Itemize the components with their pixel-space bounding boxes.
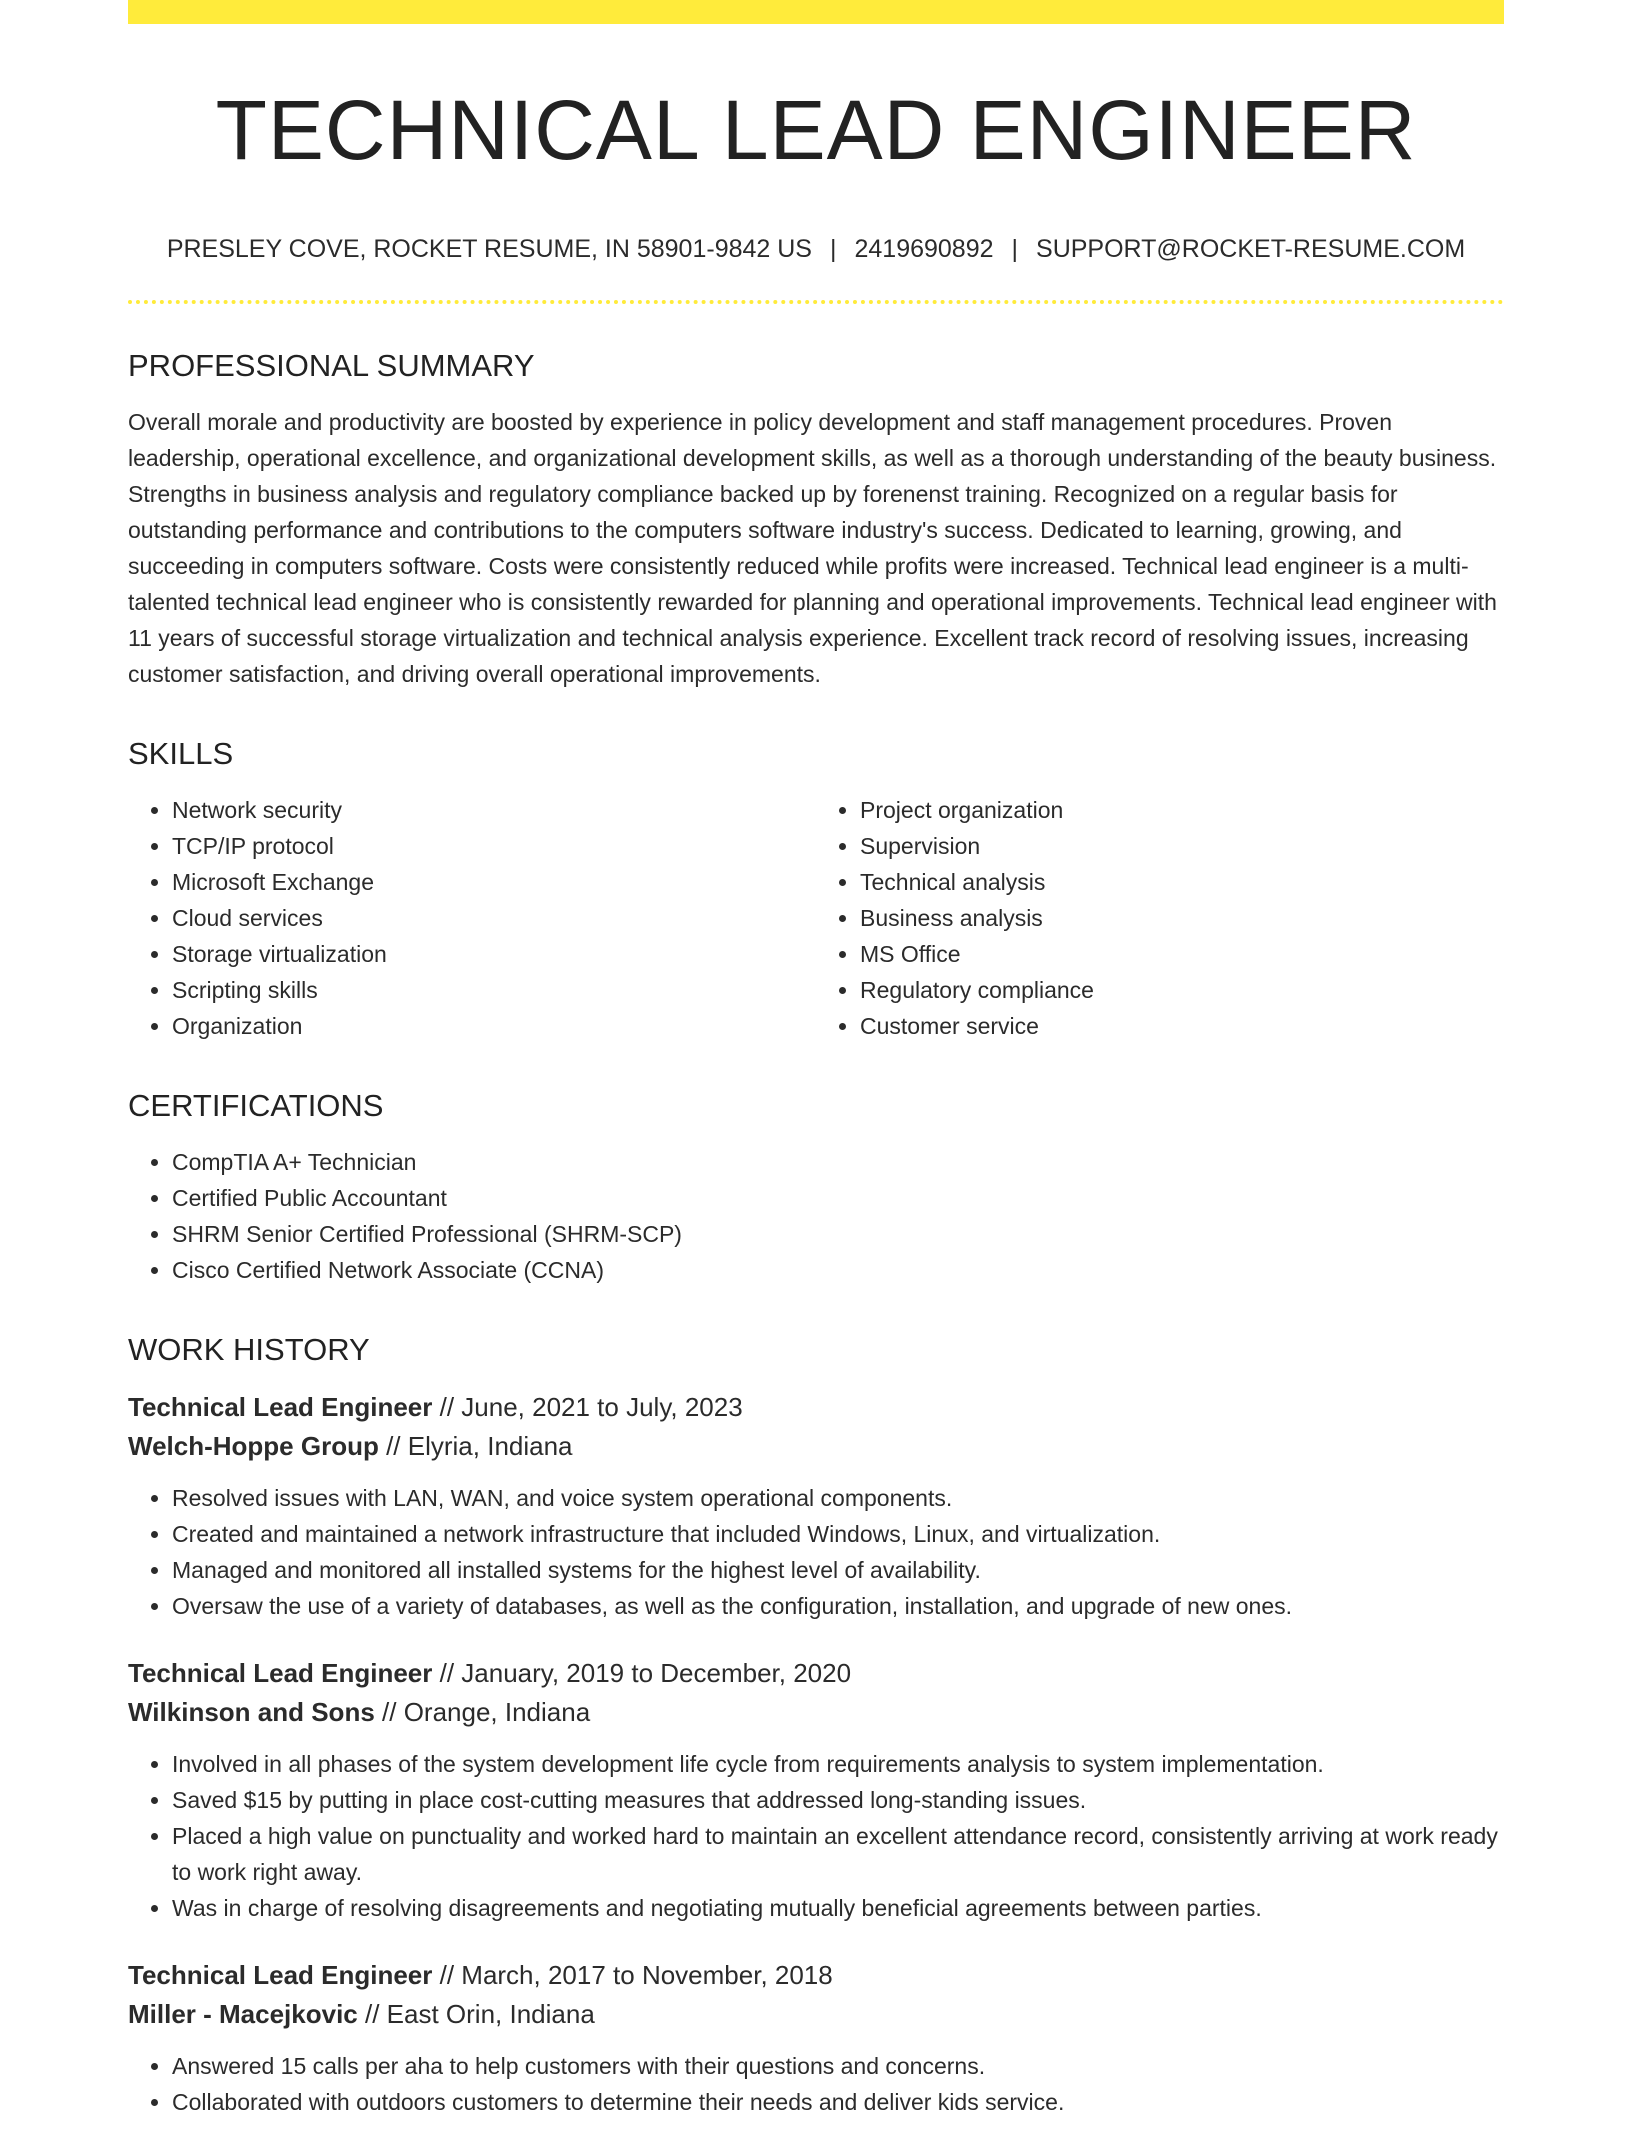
- certification-item: • SHRM Senior Certified Professional (SHRM-SCP): [172, 1216, 1504, 1252]
- job-company: Miller - Macejkovic: [128, 1999, 358, 2030]
- job-company-line: [128, 1693, 1504, 1732]
- job-bullet: • Managed and monitored all installed systems for the highest level of availability.: [172, 1552, 1504, 1588]
- skills-heading: SKILLS: [128, 736, 234, 772]
- skill-item: • Cloud services: [172, 900, 816, 936]
- job-role: Technical Lead Engineer: [128, 1392, 433, 1423]
- job-role-line: [128, 1956, 1504, 1995]
- job-location: // Elyria, Indiana: [378, 1431, 573, 1462]
- contact-phone: 2419690892: [854, 235, 994, 264]
- skill-item: • Technical analysis: [860, 864, 1504, 900]
- contact-line: [128, 234, 1504, 264]
- job-bullets: [128, 1480, 1504, 1624]
- job-entry: [128, 1388, 1504, 1624]
- job-entry: [128, 1654, 1504, 1926]
- skill-item: • TCP/IP protocol: [172, 828, 816, 864]
- certification-item: • CompTIA A+ Technician: [172, 1144, 1504, 1180]
- job-dates: // March, 2017 to November, 2018: [432, 1960, 833, 1991]
- job-bullet: • Oversaw the use of a variety of databases, as well as the configuration, installation, and upgrade of new ones.: [172, 1588, 1504, 1624]
- accent-top-bar: [128, 0, 1504, 24]
- contact-separator: |: [829, 235, 837, 264]
- certification-item: • Cisco Certified Network Associate (CCNA): [172, 1252, 1504, 1288]
- job-role: Technical Lead Engineer: [128, 1960, 433, 1991]
- certifications-list: [128, 1144, 1504, 1288]
- skills-grid: [128, 792, 1504, 1044]
- job-dates: // June, 2021 to July, 2023: [432, 1392, 743, 1423]
- skill-item: • Customer service: [860, 1008, 1504, 1044]
- job-bullet: • Collaborated with outdoors customers to determine their needs and deliver kids service.: [172, 2084, 1504, 2120]
- skills-list-right: [816, 792, 1504, 1044]
- job-role-line: [128, 1388, 1504, 1427]
- job-bullets: [128, 1746, 1504, 1926]
- skill-item: • Supervision: [860, 828, 1504, 864]
- job-bullet: • Was in charge of resolving disagreements and negotiating mutually beneficial agreements between parties.: [172, 1890, 1504, 1926]
- job-company-line: [128, 1427, 1504, 1466]
- job-location: // Orange, Indiana: [374, 1697, 591, 1728]
- job-bullet: • Involved in all phases of the system development life cycle from requirements analysis to system implementation.: [172, 1746, 1504, 1782]
- skill-item: • Storage virtualization: [172, 936, 816, 972]
- contact-separator: |: [1011, 235, 1019, 264]
- skill-item: • Microsoft Exchange: [172, 864, 816, 900]
- job-bullet: • Placed a high value on punctuality and worked hard to maintain an excellent attendance record, consistently arriving at work ready to work right away.: [172, 1818, 1504, 1890]
- summary-heading: PROFESSIONAL SUMMARY: [128, 348, 535, 384]
- job-role-line: [128, 1654, 1504, 1693]
- job-bullets: [128, 2048, 1504, 2120]
- job-bullet: • Answered 15 calls per aha to help customers with their questions and concerns.: [172, 2048, 1504, 2084]
- job-bullet: • Created and maintained a network infrastructure that included Windows, Linux, and virtualization.: [172, 1516, 1504, 1552]
- job-dates: // January, 2019 to December, 2020: [432, 1658, 852, 1689]
- skill-item: • Project organization: [860, 792, 1504, 828]
- certifications-heading: CERTIFICATIONS: [128, 1088, 384, 1124]
- skills-list-left: [128, 792, 816, 1044]
- skill-item: • MS Office: [860, 936, 1504, 972]
- job-company-line: [128, 1995, 1504, 2034]
- job-role: Technical Lead Engineer: [128, 1658, 433, 1689]
- summary-text: Overall morale and productivity are boosted by experience in policy development and staff management procedures. Proven leadership, operational excellence, and organizational development skills, as well as a thorough understanding of the beauty business. Strengths in business analysis and regulatory compliance backed up by forenenst training. Recognized on a regular basis for outstanding performance and contributions to the computers software industry's success. Dedicated to learning, growing, and succeeding in computers software. Costs were consistently reduced while profits were increased. Technical lead engineer is a multi-talented technical lead engineer who is consistently rewarded for planning and operational improvements. Technical lead engineer with 11 years of successful storage virtualization and technical analysis experience. Excellent track record of resolving issues, increasing customer satisfaction, and driving overall operational improvements.: [128, 409, 1497, 688]
- job-entry: [128, 1956, 1504, 2120]
- skill-item: • Scripting skills: [172, 972, 816, 1008]
- skill-item: • Regulatory compliance: [860, 972, 1504, 1008]
- job-bullet: • Saved $15 by putting in place cost-cutting measures that addressed long-standing issues.: [172, 1782, 1504, 1818]
- skill-item: • Organization: [172, 1008, 816, 1044]
- resume-title: TECHNICAL LEAD ENGINEER: [215, 83, 1417, 177]
- certification-item: • Certified Public Accountant: [172, 1180, 1504, 1216]
- contact-email: SUPPORT@ROCKET-RESUME.COM: [1036, 235, 1466, 264]
- job-company: Welch-Hoppe Group: [128, 1431, 379, 1462]
- contact-address: PRESLEY COVE, ROCKET RESUME, IN 58901-9842 US: [166, 235, 812, 264]
- job-company: Wilkinson and Sons: [128, 1697, 375, 1728]
- work-history-heading: WORK HISTORY: [128, 1332, 370, 1368]
- dotted-divider: [128, 300, 1504, 304]
- skill-item: • Network security: [172, 792, 816, 828]
- job-location: // East Orin, Indiana: [357, 1999, 595, 2030]
- job-bullet: • Resolved issues with LAN, WAN, and voice system operational components.: [172, 1480, 1504, 1516]
- resume-page: [128, 0, 1504, 2150]
- skill-item: • Business analysis: [860, 900, 1504, 936]
